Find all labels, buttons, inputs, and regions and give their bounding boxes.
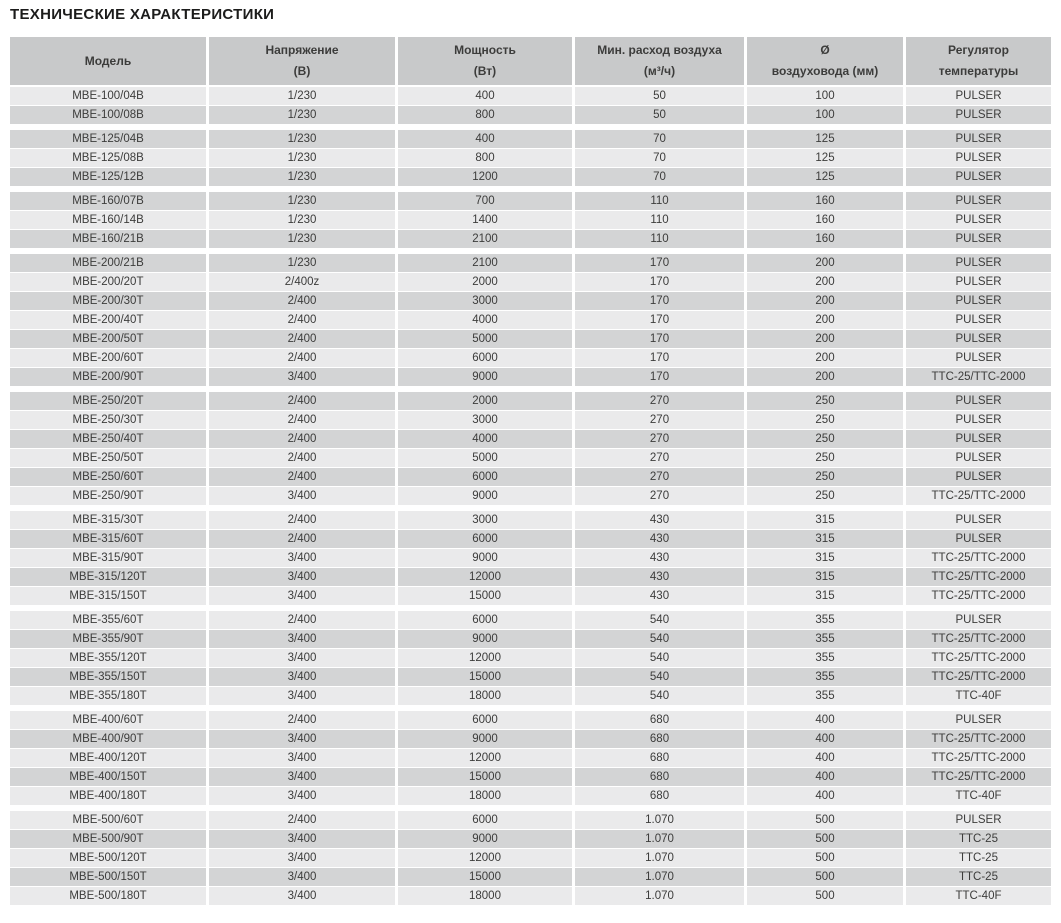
cell-voltage: 3/400	[209, 549, 398, 568]
cell-model: MBE-355/90T	[10, 630, 209, 649]
cell-model: MBE-500/60T	[10, 811, 209, 830]
cell-voltage: 1/230	[209, 130, 398, 149]
cell-regulator: PULSER	[906, 311, 1051, 330]
cell-diameter: 200	[747, 311, 906, 330]
table-row	[10, 687, 1051, 706]
cell-airflow: 540	[575, 687, 747, 706]
cell-diameter: 500	[747, 849, 906, 868]
cell-power: 9000	[398, 830, 575, 849]
cell-regulator: PULSER	[906, 273, 1051, 292]
cell-model: MBE-400/120T	[10, 749, 209, 768]
table-row	[10, 530, 1051, 549]
table-row	[10, 468, 1051, 487]
cell-airflow: 270	[575, 430, 747, 449]
cell-model: MBE-500/180T	[10, 887, 209, 906]
cell-power: 15000	[398, 868, 575, 887]
cell-power: 6000	[398, 811, 575, 830]
cell-regulator: PULSER	[906, 230, 1051, 249]
cell-model: MBE-355/180T	[10, 687, 209, 706]
cell-model: MBE-160/07B	[10, 192, 209, 211]
cell-airflow: 270	[575, 449, 747, 468]
cell-model: MBE-400/60T	[10, 711, 209, 730]
cell-voltage: 2/400z	[209, 273, 398, 292]
cell-power: 2000	[398, 392, 575, 411]
cell-airflow: 540	[575, 611, 747, 630]
table-body	[10, 87, 1051, 906]
cell-diameter: 200	[747, 273, 906, 292]
cell-model: MBE-355/150T	[10, 668, 209, 687]
cell-airflow: 270	[575, 468, 747, 487]
cell-model: MBE-250/90T	[10, 487, 209, 506]
column-header-model: Модель	[10, 37, 209, 87]
table-row	[10, 449, 1051, 468]
cell-power: 12000	[398, 649, 575, 668]
cell-voltage: 2/400	[209, 349, 398, 368]
cell-airflow: 430	[575, 587, 747, 606]
cell-model: MBE-500/90T	[10, 830, 209, 849]
cell-diameter: 400	[747, 787, 906, 806]
table-row	[10, 630, 1051, 649]
cell-voltage: 2/400	[209, 430, 398, 449]
cell-regulator: TTC-25/TTC-2000	[906, 487, 1051, 506]
cell-voltage: 3/400	[209, 749, 398, 768]
cell-power: 6000	[398, 611, 575, 630]
cell-diameter: 160	[747, 230, 906, 249]
cell-power: 18000	[398, 687, 575, 706]
cell-model: MBE-500/120T	[10, 849, 209, 868]
cell-diameter: 200	[747, 292, 906, 311]
cell-regulator: PULSER	[906, 149, 1051, 168]
cell-airflow: 270	[575, 487, 747, 506]
cell-voltage: 3/400	[209, 787, 398, 806]
cell-power: 15000	[398, 668, 575, 687]
table-row	[10, 168, 1051, 187]
cell-regulator: TTC-40F	[906, 787, 1051, 806]
cell-model: MBE-200/20T	[10, 273, 209, 292]
cell-airflow: 680	[575, 749, 747, 768]
cell-model: MBE-250/40T	[10, 430, 209, 449]
cell-regulator: PULSER	[906, 87, 1051, 106]
cell-model: MBE-160/21B	[10, 230, 209, 249]
cell-power: 3000	[398, 411, 575, 430]
cell-power: 800	[398, 149, 575, 168]
table-row	[10, 549, 1051, 568]
specs-table	[10, 37, 1051, 906]
cell-voltage: 3/400	[209, 568, 398, 587]
cell-voltage: 2/400	[209, 449, 398, 468]
cell-power: 400	[398, 87, 575, 106]
cell-model: MBE-250/30T	[10, 411, 209, 430]
table-row	[10, 430, 1051, 449]
column-header-regulator: Регулятор температуры	[906, 37, 1051, 87]
cell-regulator: PULSER	[906, 811, 1051, 830]
cell-regulator: TTC-25/TTC-2000	[906, 368, 1051, 387]
cell-airflow: 170	[575, 330, 747, 349]
cell-diameter: 250	[747, 449, 906, 468]
cell-model: MBE-160/14B	[10, 211, 209, 230]
cell-model: MBE-315/30T	[10, 511, 209, 530]
cell-diameter: 200	[747, 254, 906, 273]
table-row	[10, 130, 1051, 149]
table-row	[10, 587, 1051, 606]
cell-regulator: PULSER	[906, 168, 1051, 187]
cell-model: MBE-125/12B	[10, 168, 209, 187]
cell-power: 15000	[398, 587, 575, 606]
cell-power: 9000	[398, 368, 575, 387]
cell-voltage: 3/400	[209, 687, 398, 706]
cell-voltage: 1/230	[209, 230, 398, 249]
cell-voltage: 1/230	[209, 168, 398, 187]
cell-regulator: TTC-40F	[906, 887, 1051, 906]
cell-voltage: 2/400	[209, 468, 398, 487]
cell-voltage: 1/230	[209, 254, 398, 273]
cell-diameter: 125	[747, 168, 906, 187]
cell-model: MBE-250/60T	[10, 468, 209, 487]
cell-regulator: PULSER	[906, 711, 1051, 730]
cell-model: MBE-250/50T	[10, 449, 209, 468]
cell-voltage: 2/400	[209, 292, 398, 311]
cell-airflow: 680	[575, 787, 747, 806]
cell-model: MBE-355/60T	[10, 611, 209, 630]
cell-model: MBE-200/30T	[10, 292, 209, 311]
cell-voltage: 1/230	[209, 87, 398, 106]
cell-regulator: PULSER	[906, 468, 1051, 487]
cell-diameter: 315	[747, 549, 906, 568]
cell-diameter: 400	[747, 730, 906, 749]
cell-diameter: 250	[747, 411, 906, 430]
cell-airflow: 680	[575, 730, 747, 749]
cell-model: MBE-100/04B	[10, 87, 209, 106]
cell-voltage: 3/400	[209, 849, 398, 868]
table-row	[10, 192, 1051, 211]
table-row	[10, 668, 1051, 687]
cell-airflow: 1.070	[575, 887, 747, 906]
table-row	[10, 611, 1051, 630]
cell-voltage: 3/400	[209, 668, 398, 687]
cell-voltage: 2/400	[209, 611, 398, 630]
cell-voltage: 2/400	[209, 311, 398, 330]
cell-model: MBE-200/40T	[10, 311, 209, 330]
cell-model: MBE-315/90T	[10, 549, 209, 568]
cell-regulator: PULSER	[906, 130, 1051, 149]
cell-model: MBE-400/180T	[10, 787, 209, 806]
cell-airflow: 170	[575, 349, 747, 368]
cell-model: MBE-315/120T	[10, 568, 209, 587]
cell-airflow: 430	[575, 511, 747, 530]
cell-power: 9000	[398, 549, 575, 568]
cell-power: 6000	[398, 530, 575, 549]
table-row	[10, 311, 1051, 330]
cell-airflow: 270	[575, 411, 747, 430]
cell-airflow: 110	[575, 230, 747, 249]
cell-diameter: 200	[747, 368, 906, 387]
table-row	[10, 768, 1051, 787]
cell-power: 12000	[398, 749, 575, 768]
cell-regulator: PULSER	[906, 211, 1051, 230]
cell-diameter: 500	[747, 868, 906, 887]
cell-voltage: 1/230	[209, 211, 398, 230]
cell-regulator: TTC-25/TTC-2000	[906, 549, 1051, 568]
cell-voltage: 2/400	[209, 530, 398, 549]
table-row	[10, 887, 1051, 906]
table-row	[10, 487, 1051, 506]
cell-power: 2000	[398, 273, 575, 292]
cell-voltage: 2/400	[209, 711, 398, 730]
cell-power: 2100	[398, 230, 575, 249]
cell-voltage: 2/400	[209, 411, 398, 430]
cell-model: MBE-200/21B	[10, 254, 209, 273]
cell-airflow: 170	[575, 368, 747, 387]
cell-airflow: 50	[575, 106, 747, 125]
cell-power: 9000	[398, 487, 575, 506]
table-row	[10, 273, 1051, 292]
cell-diameter: 125	[747, 149, 906, 168]
table-row	[10, 349, 1051, 368]
cell-diameter: 200	[747, 330, 906, 349]
column-header-diameter: Ø воздуховода (мм)	[747, 37, 906, 87]
cell-regulator: TTC-25	[906, 868, 1051, 887]
cell-voltage: 2/400	[209, 392, 398, 411]
cell-power: 6000	[398, 711, 575, 730]
cell-airflow: 270	[575, 392, 747, 411]
cell-model: MBE-125/08B	[10, 149, 209, 168]
header-row	[10, 37, 1051, 87]
cell-diameter: 125	[747, 130, 906, 149]
table-row	[10, 230, 1051, 249]
cell-airflow: 110	[575, 211, 747, 230]
cell-power: 2100	[398, 254, 575, 273]
cell-regulator: PULSER	[906, 349, 1051, 368]
cell-voltage: 2/400	[209, 330, 398, 349]
table-row	[10, 868, 1051, 887]
table-row	[10, 511, 1051, 530]
cell-diameter: 315	[747, 587, 906, 606]
cell-power: 4000	[398, 311, 575, 330]
cell-voltage: 3/400	[209, 587, 398, 606]
cell-airflow: 170	[575, 292, 747, 311]
cell-diameter: 355	[747, 668, 906, 687]
cell-regulator: PULSER	[906, 430, 1051, 449]
table-row	[10, 830, 1051, 849]
cell-regulator: TTC-25/TTC-2000	[906, 587, 1051, 606]
table-row	[10, 730, 1051, 749]
cell-voltage: 3/400	[209, 830, 398, 849]
cell-airflow: 1.070	[575, 868, 747, 887]
cell-regulator: PULSER	[906, 530, 1051, 549]
cell-diameter: 250	[747, 392, 906, 411]
cell-regulator: TTC-25/TTC-2000	[906, 649, 1051, 668]
cell-diameter: 315	[747, 568, 906, 587]
cell-airflow: 110	[575, 192, 747, 211]
column-header-airflow: Мин. расход воздуха (м³/ч)	[575, 37, 747, 87]
cell-airflow: 680	[575, 711, 747, 730]
column-header-power: Мощность (Вт)	[398, 37, 575, 87]
table-row	[10, 254, 1051, 273]
cell-model: MBE-200/50T	[10, 330, 209, 349]
cell-airflow: 70	[575, 149, 747, 168]
cell-diameter: 250	[747, 487, 906, 506]
cell-voltage: 3/400	[209, 887, 398, 906]
cell-regulator: TTC-25	[906, 849, 1051, 868]
cell-power: 18000	[398, 787, 575, 806]
table-row	[10, 330, 1051, 349]
cell-power: 800	[398, 106, 575, 125]
cell-power: 1400	[398, 211, 575, 230]
table-row	[10, 149, 1051, 168]
cell-airflow: 680	[575, 768, 747, 787]
cell-diameter: 355	[747, 630, 906, 649]
cell-power: 400	[398, 130, 575, 149]
cell-voltage: 1/230	[209, 106, 398, 125]
cell-regulator: PULSER	[906, 192, 1051, 211]
table-row	[10, 411, 1051, 430]
cell-power: 15000	[398, 768, 575, 787]
cell-airflow: 170	[575, 273, 747, 292]
cell-diameter: 100	[747, 87, 906, 106]
cell-power: 9000	[398, 730, 575, 749]
cell-voltage: 3/400	[209, 730, 398, 749]
cell-voltage: 2/400	[209, 811, 398, 830]
table-row	[10, 106, 1051, 125]
cell-airflow: 430	[575, 568, 747, 587]
cell-power: 700	[398, 192, 575, 211]
cell-regulator: PULSER	[906, 392, 1051, 411]
cell-power: 5000	[398, 449, 575, 468]
cell-power: 12000	[398, 849, 575, 868]
cell-model: MBE-200/90T	[10, 368, 209, 387]
cell-airflow: 1.070	[575, 830, 747, 849]
cell-diameter: 400	[747, 749, 906, 768]
cell-diameter: 160	[747, 192, 906, 211]
cell-airflow: 1.070	[575, 811, 747, 830]
cell-regulator: TTC-25/TTC-2000	[906, 568, 1051, 587]
cell-regulator: TTC-25/TTC-2000	[906, 730, 1051, 749]
cell-diameter: 355	[747, 649, 906, 668]
cell-diameter: 200	[747, 349, 906, 368]
cell-diameter: 500	[747, 830, 906, 849]
cell-airflow: 170	[575, 311, 747, 330]
cell-regulator: TTC-25/TTC-2000	[906, 630, 1051, 649]
cell-airflow: 430	[575, 549, 747, 568]
table-row	[10, 749, 1051, 768]
table-row	[10, 211, 1051, 230]
cell-airflow: 1.070	[575, 849, 747, 868]
cell-model: MBE-315/60T	[10, 530, 209, 549]
cell-airflow: 540	[575, 649, 747, 668]
cell-regulator: TTC-25/TTC-2000	[906, 749, 1051, 768]
cell-diameter: 100	[747, 106, 906, 125]
cell-airflow: 70	[575, 168, 747, 187]
cell-voltage: 1/230	[209, 192, 398, 211]
cell-power: 6000	[398, 468, 575, 487]
column-header-voltage: Напряжение (В)	[209, 37, 398, 87]
cell-power: 9000	[398, 630, 575, 649]
cell-model: MBE-500/150T	[10, 868, 209, 887]
cell-regulator: TTC-25	[906, 830, 1051, 849]
page-title: ТЕХНИЧЕСКИЕ ХАРАКТЕРИСТИКИ	[10, 6, 275, 23]
cell-voltage: 3/400	[209, 768, 398, 787]
cell-voltage: 3/400	[209, 868, 398, 887]
cell-diameter: 355	[747, 687, 906, 706]
cell-diameter: 315	[747, 530, 906, 549]
table-row	[10, 649, 1051, 668]
cell-model: MBE-400/150T	[10, 768, 209, 787]
cell-regulator: TTC-25/TTC-2000	[906, 768, 1051, 787]
cell-regulator: PULSER	[906, 611, 1051, 630]
cell-airflow: 70	[575, 130, 747, 149]
cell-diameter: 250	[747, 468, 906, 487]
cell-regulator: PULSER	[906, 330, 1051, 349]
cell-airflow: 540	[575, 630, 747, 649]
table-row	[10, 849, 1051, 868]
cell-power: 6000	[398, 349, 575, 368]
cell-regulator: PULSER	[906, 254, 1051, 273]
cell-diameter: 160	[747, 211, 906, 230]
cell-airflow: 170	[575, 254, 747, 273]
cell-voltage: 3/400	[209, 487, 398, 506]
cell-regulator: PULSER	[906, 106, 1051, 125]
cell-model: MBE-400/90T	[10, 730, 209, 749]
cell-diameter: 400	[747, 711, 906, 730]
cell-regulator: PULSER	[906, 449, 1051, 468]
cell-diameter: 500	[747, 887, 906, 906]
cell-voltage: 3/400	[209, 630, 398, 649]
cell-power: 5000	[398, 330, 575, 349]
cell-power: 4000	[398, 430, 575, 449]
table-row	[10, 292, 1051, 311]
table-header	[10, 37, 1051, 87]
cell-diameter: 355	[747, 611, 906, 630]
cell-power: 3000	[398, 292, 575, 311]
cell-regulator: PULSER	[906, 411, 1051, 430]
cell-regulator: PULSER	[906, 292, 1051, 311]
cell-model: MBE-125/04B	[10, 130, 209, 149]
cell-power: 12000	[398, 568, 575, 587]
table-row	[10, 392, 1051, 411]
cell-regulator: TTC-40F	[906, 687, 1051, 706]
cell-airflow: 540	[575, 668, 747, 687]
cell-model: MBE-200/60T	[10, 349, 209, 368]
cell-diameter: 315	[747, 511, 906, 530]
cell-power: 3000	[398, 511, 575, 530]
cell-regulator: PULSER	[906, 511, 1051, 530]
cell-power: 18000	[398, 887, 575, 906]
table-row	[10, 568, 1051, 587]
cell-voltage: 3/400	[209, 649, 398, 668]
cell-airflow: 430	[575, 530, 747, 549]
cell-model: MBE-250/20T	[10, 392, 209, 411]
cell-model: MBE-100/08B	[10, 106, 209, 125]
cell-diameter: 250	[747, 430, 906, 449]
table-row	[10, 811, 1051, 830]
cell-voltage: 3/400	[209, 368, 398, 387]
cell-power: 1200	[398, 168, 575, 187]
cell-diameter: 500	[747, 811, 906, 830]
cell-model: MBE-315/150T	[10, 587, 209, 606]
cell-regulator: TTC-25/TTC-2000	[906, 668, 1051, 687]
table-row	[10, 368, 1051, 387]
table-row	[10, 87, 1051, 106]
cell-voltage: 1/230	[209, 149, 398, 168]
cell-model: MBE-355/120T	[10, 649, 209, 668]
table-row	[10, 711, 1051, 730]
cell-diameter: 400	[747, 768, 906, 787]
cell-airflow: 50	[575, 87, 747, 106]
cell-voltage: 2/400	[209, 511, 398, 530]
table-row	[10, 787, 1051, 806]
